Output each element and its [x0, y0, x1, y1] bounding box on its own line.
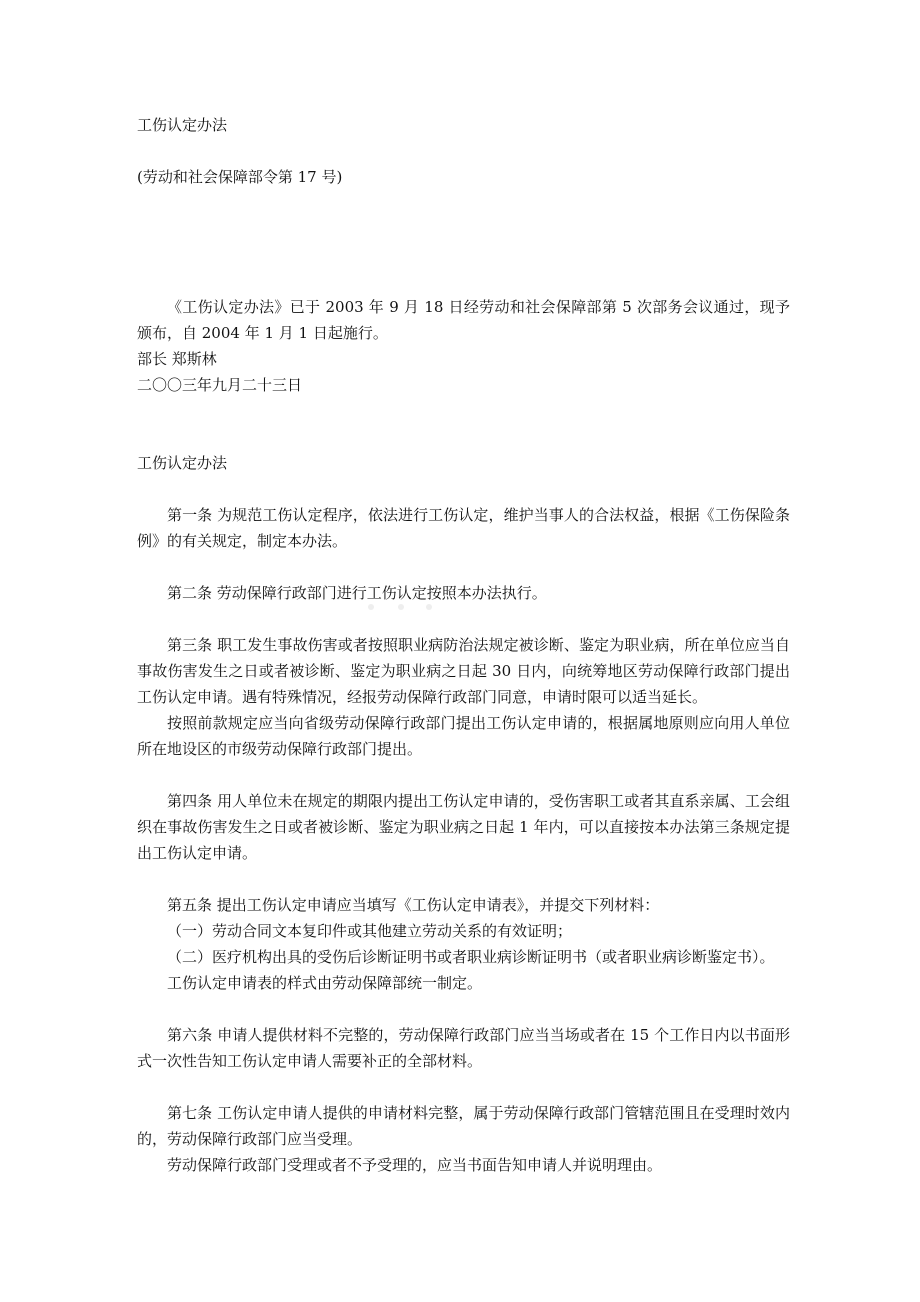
article-paragraph: 第五条 提出工伤认定申请应当填写《工伤认定申请表》，并提交下列材料：: [167, 896, 660, 914]
decree-number: (劳动和社会保障部令第 17 号): [137, 168, 343, 186]
signatory: 部长 郑斯林: [137, 350, 217, 368]
article-paragraph: （二）医疗机构出具的受伤后诊断证明书或者职业病诊断证明书（或者职业病诊断鉴定书）。: [167, 948, 775, 966]
article-5: [137, 892, 790, 996]
document-page: [137, 112, 790, 1178]
article-paragraph: 按照前款规定应当向省级劳动保障行政部门提出工伤认定申请的，根据属地原则应向用人单位所在地设区的市级劳动保障行政部门提出。: [137, 714, 790, 758]
article-paragraph: 第三条 职工发生事故伤害或者按照职业病防治法规定被诊断、鉴定为职业病，所在单位应当自事故伤害发生之日或者被诊断、鉴定为职业病之日起 30 日内，向统筹地区劳动保障行政部门提出工伤认定申请。遇有特殊情况，经报劳动保障行政部门同意，申请时限可以适当延长。: [137, 636, 790, 706]
article-paragraph: 工伤认定申请表的样式由劳动保障部统一制定。: [167, 974, 483, 992]
article-paragraph: （一）劳动合同文本复印件或其他建立劳动关系的有效证明；: [167, 922, 573, 940]
article-paragraph: 第七条 工伤认定申请人提供的申请材料完整，属于劳动保障行政部门管辖范围且在受理时效内的，劳动保障行政部门应当受理。: [137, 1104, 790, 1148]
document-heading: 工伤认定办法: [137, 116, 228, 134]
article-1: [137, 502, 790, 554]
article-paragraph: 第四条 用人单位未在规定的期限内提出工伤认定申请的，受伤害职工或者其直系亲属、工会组织在事故伤害发生之日或者被诊断、鉴定为职业病之日起 1 年内，可以直接按本办法第三条规定提出工伤认定申请。: [137, 792, 790, 862]
article-paragraph: 第二条 劳动保障行政部门进行工伤认定按照本办法执行。: [167, 584, 547, 602]
article-2: [137, 580, 790, 606]
article-paragraph: 第一条 为规范工伤认定程序，依法进行工伤认定，维护当事人的合法权益，根据《工伤保险条例》的有关规定，制定本办法。: [137, 506, 790, 550]
article-paragraph: 第六条 申请人提供材料不完整的，劳动保障行政部门应当当场或者在 15 个工作日内以书面形式一次性告知工伤认定申请人需要补正的全部材料。: [137, 1026, 790, 1070]
signing-date: 二〇〇三年九月二十三日: [137, 376, 303, 394]
article-3: [137, 632, 790, 762]
article-paragraph: 劳动保障行政部门受理或者不予受理的，应当书面告知申请人并说明理由。: [167, 1156, 663, 1174]
article-4: [137, 788, 790, 866]
article-7: [137, 1100, 790, 1178]
body-title: 工伤认定办法: [137, 454, 228, 472]
article-6: [137, 1022, 790, 1074]
preamble-paragraph: 《工伤认定办法》已于 2003 年 9 月 18 日经劳动和社会保障部第 5 次部务会议通过，现予颁布，自 2004 年 1 月 1 日起施行。: [137, 298, 790, 342]
